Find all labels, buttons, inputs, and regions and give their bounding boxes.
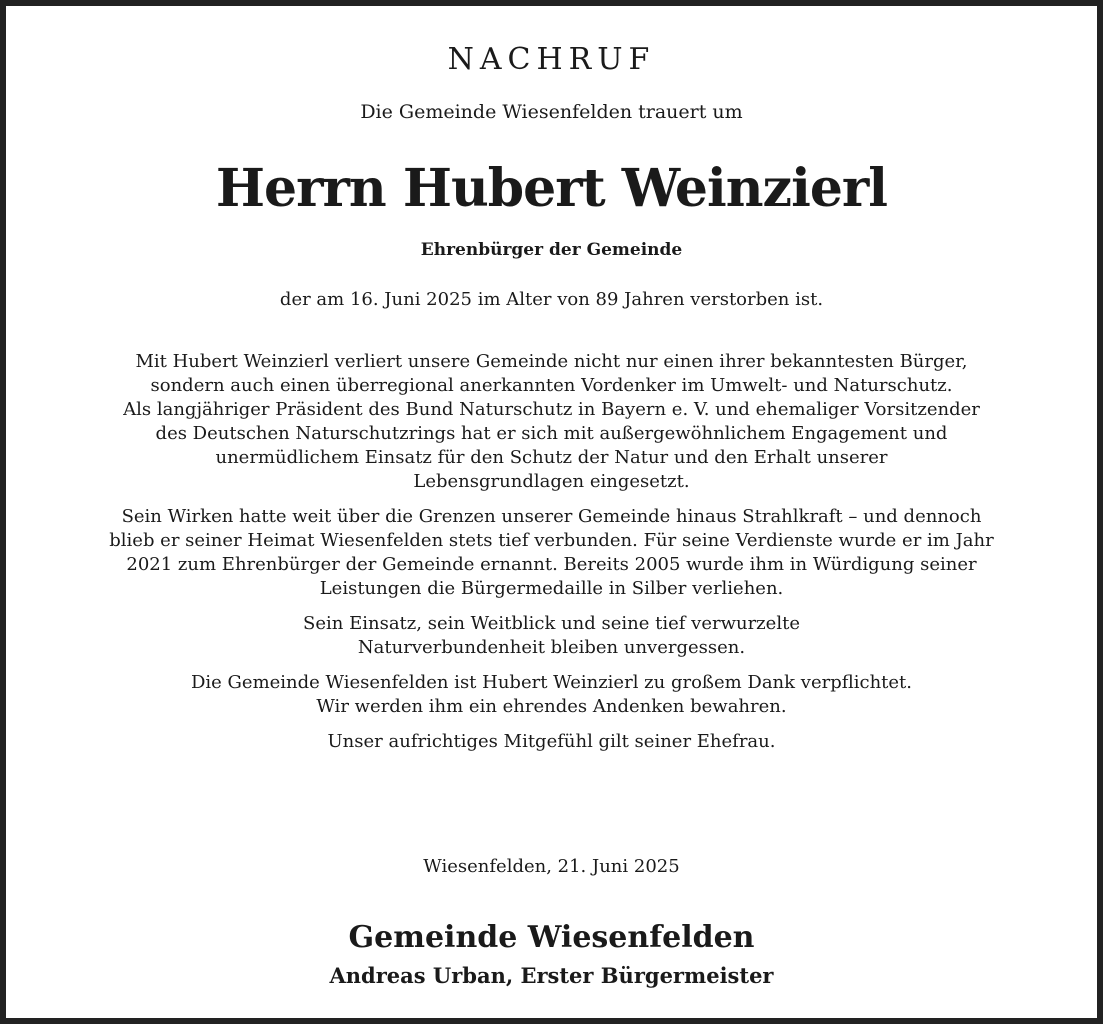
- text-line: Als langjähriger Präsident des Bund Naturschutz in Bayern e. V. und ehemaliger Vorsitzender: [123, 399, 980, 420]
- notice-heading: NACHRUF: [447, 42, 656, 77]
- tribute-paragraph: [36, 350, 1067, 494]
- text-line: des Deutschen Naturschutzrings hat er sich mit außergewöhnlichem Engagement und: [155, 423, 948, 444]
- text-line: blieb er seiner Heimat Wiesenfelden stets tief verbunden. Für seine Verdienste wurde er im Jahr: [109, 530, 994, 551]
- text-line: 2021 zum Ehrenbürger der Gemeinde ernannt. Bereits 2005 wurde ihm in Würdigung seiner: [126, 554, 977, 575]
- text-line: Sein Wirken hatte weit über die Grenzen unserer Gemeinde hinaus Strahlkraft – und dennoch: [121, 506, 982, 527]
- signature-organization: Gemeinde Wiesenfelden: [348, 920, 755, 955]
- tribute-paragraph: [36, 730, 1067, 754]
- text-line: unermüdlichem Einsatz für den Schutz der Natur und den Erhalt unserer: [215, 447, 888, 468]
- signature-person: Andreas Urban, Erster Bürgermeister: [329, 963, 774, 988]
- obituary-notice: [6, 6, 1097, 1018]
- text-line: sondern auch einen überregional anerkannten Vordenker im Umwelt- und Naturschutz.: [150, 375, 953, 396]
- tribute-paragraph: [36, 671, 1067, 719]
- text-line: Naturverbundenheit bleiben unvergessen.: [357, 637, 746, 658]
- text-line: Die Gemeinde Wiesenfelden ist Hubert Weinzierl zu großem Dank verpflichtet.: [190, 672, 913, 693]
- text-line: Wir werden ihm ein ehrendes Andenken bewahren.: [316, 696, 787, 717]
- text-line: Mit Hubert Weinzierl verliert unsere Gemeinde nicht nur einen ihrer bekanntesten Bürger,: [135, 351, 968, 372]
- death-notice: der am 16. Juni 2025 im Alter von 89 Jahren verstorben ist.: [279, 289, 824, 310]
- honor-title: Ehrenbürger der Gemeinde: [420, 240, 683, 260]
- deceased-name: Herrn Hubert Weinzierl: [215, 158, 888, 219]
- text-line: Sein Einsatz, sein Weitblick und seine tief verwurzelte: [303, 613, 800, 634]
- text-line: Leistungen die Bürgermedaille in Silber verliehen.: [319, 578, 784, 599]
- text-line: Lebensgrundlagen eingesetzt.: [413, 471, 690, 492]
- place-date: Wiesenfelden, 21. Juni 2025: [423, 856, 680, 877]
- tribute-paragraph: [36, 612, 1067, 660]
- tribute-paragraph: [36, 505, 1067, 601]
- tribute-text: [36, 350, 1067, 765]
- text-line: Unser aufrichtiges Mitgefühl gilt seiner Ehefrau.: [327, 731, 776, 752]
- intro-line: Die Gemeinde Wiesenfelden trauert um: [360, 101, 743, 123]
